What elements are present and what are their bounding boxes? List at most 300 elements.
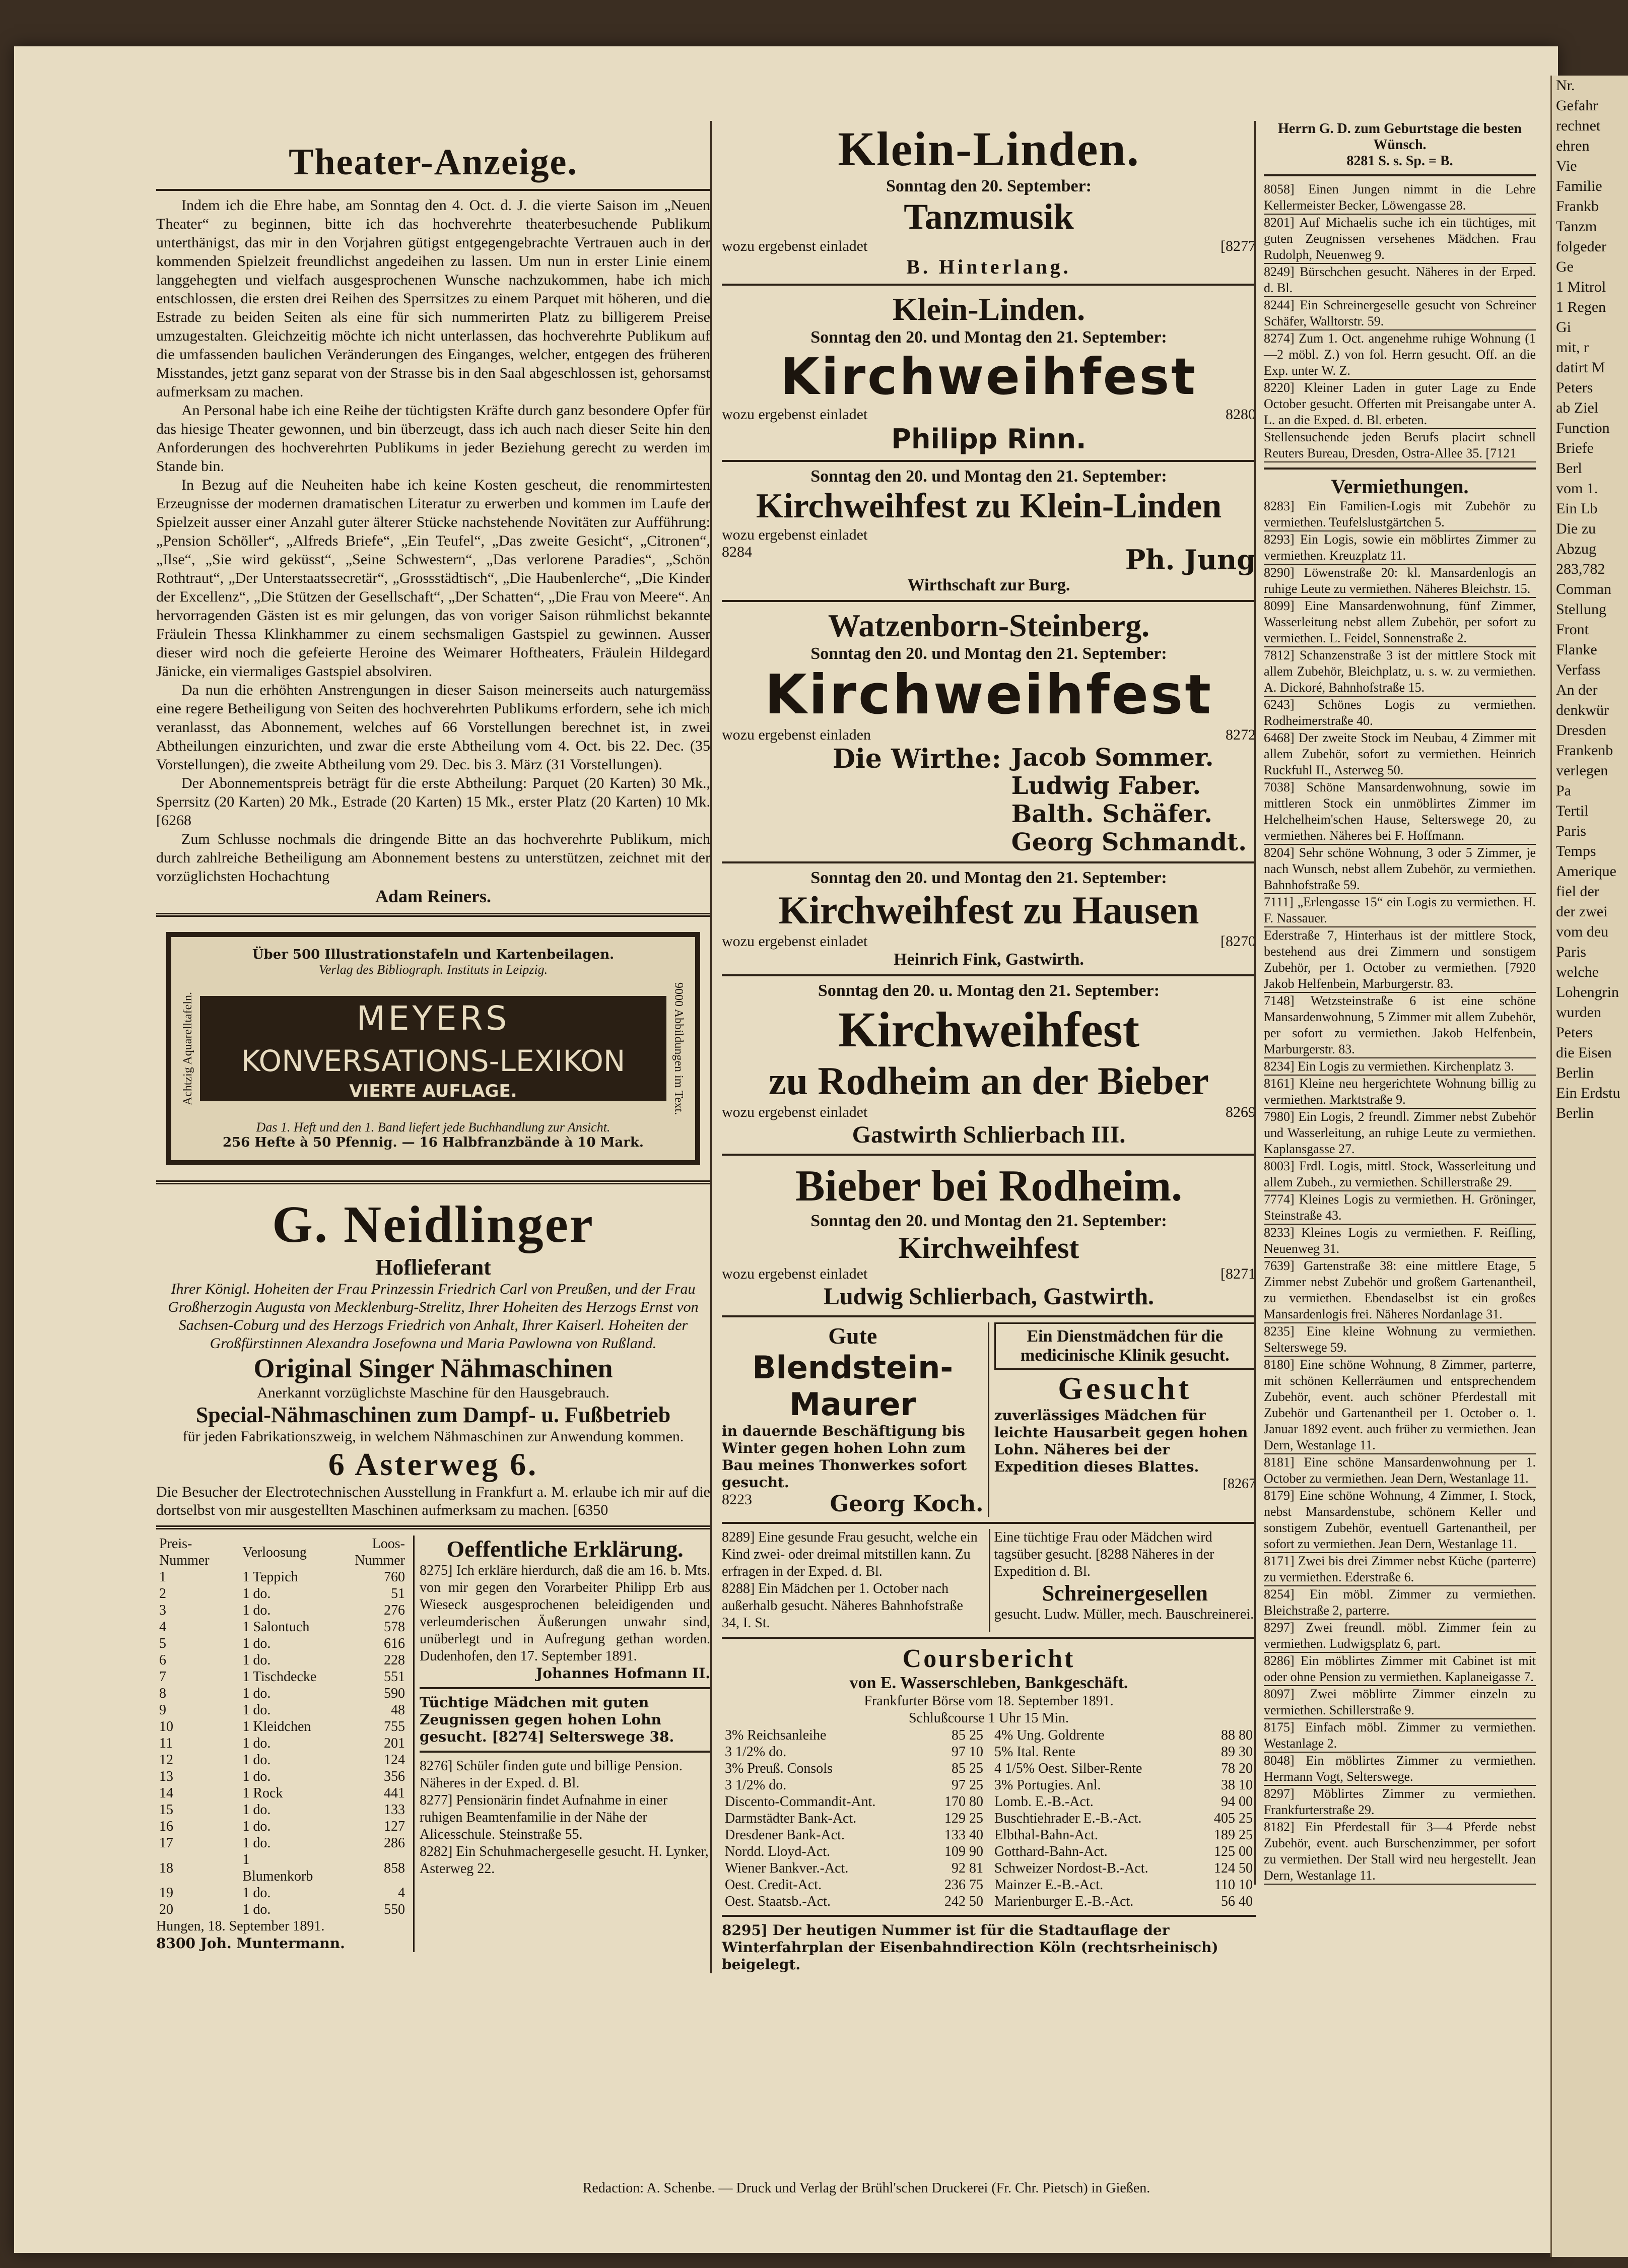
theater-paragraph: An Personal habe ich eine Reihe der tüchtigsten Kräfte durch ganz besondere Opfer für das hiesige Theater gewonnen, und bin überzeugt, dass ich auch nach dieser Seite hin den Anforderungen des hochverehrten Publikums in jeder Beziehung gerecht zu werden im Stande bin. [156,402,710,475]
kurs-value: 85 25 [952,1727,983,1743]
hau-sign: Heinrich Fink, Gastwirth. [894,950,1084,969]
kurs-name: 3 1/2% do. [725,1744,787,1760]
lots-row [156,1802,408,1818]
lots-cell: 51 [391,1586,405,1602]
kurs-row [991,1777,1256,1793]
lots-cell: 8 [159,1686,166,1702]
next-page-fragment: Front [1556,621,1589,638]
ws-name: Ludwig Faber. [1011,772,1201,800]
lots-cell: 1 do. [242,1586,271,1602]
neidlinger-address: 6 Asterweg 6. [328,1446,538,1483]
classified-ad: 8058] Einen Jungen nimmt in die Lehre Kellermeister Becker, Löwengasse 28. [1264,181,1536,215]
small-ad: 8282] Ein Schuhmachergeselle gesucht. H. Lynker, Asterweg 22. [420,1844,709,1877]
kurs-row [722,1843,986,1860]
classified-ad: 8204] Sehr schöne Wohnung, 3 oder 5 Zimmer, je nach Wunsch, nebst allem Zubehör, zu vermiethen. Bahnhofstraße 59. [1264,845,1536,894]
lots-cell: 1 do. [242,1603,271,1619]
classified-ad: 6468] Der zweite Stock im Neubau, 4 Zimmer mit allem Zubehör, sofort zu vermiethen. Heinrich Ruckfuhl II., Asterweg 50. [1264,730,1536,779]
kurs-value: 109 90 [944,1844,983,1859]
next-page-fragment: Flanke [1556,641,1597,658]
kl1-title: Klein-Linden. [838,122,1140,176]
lottery-table [156,1536,408,1918]
lots-cell: 616 [384,1636,405,1652]
classified-ad: Ederstraße 7, Hinterhaus ist der mittlere Stock, bestehend aus drei Zimmern und sonstigem Zubehör, per 1. October zu vermiethen. [7920 Jakob Helfenbein, Marburgerstr. 83. [1264,927,1536,993]
column-middle [710,121,1256,1973]
next-page-fragment: Tertil [1556,803,1589,819]
kurs-name: Lomb. E.-B.-Act. [994,1794,1094,1810]
next-page-fragment: Vie [1556,158,1577,174]
lots-cell: 12 [159,1752,173,1768]
kl3-num: 8284 [722,544,752,560]
kurs-row [991,1893,1256,1910]
ads-group-a [1264,181,1536,462]
schrein-text: gesucht. Ludw. Müller, mech. Bauschreinerei. [994,1607,1254,1622]
maurer-num: 8223 [722,1491,752,1508]
lots-cell: 2 [159,1586,166,1602]
next-page-fragment: Die zu [1556,520,1596,537]
lots-row [156,1885,408,1901]
kurs-value: 78 20 [1221,1761,1253,1776]
lots-cell: 760 [384,1569,405,1585]
lots-cell: 4 [398,1885,405,1901]
ws-invite: wozu ergebenst einladen [722,726,871,743]
oeff-title: Oeffentliche Erklärung. [446,1536,684,1562]
ws-date: Sonntag den 20. und Montag den 21. September: [810,644,1167,663]
hau-invite: wozu ergebenst einladet [722,933,868,950]
kurs-tables [722,1727,1256,1910]
divider [156,1525,710,1529]
classified-ad: 6243] Schönes Logis zu vermiethen. Rodheimerstraße 40. [1264,697,1536,730]
lots-cell: 1 Salontuch [242,1619,310,1635]
next-page-fragment: ab Ziel [1556,399,1599,416]
bie-invite: wozu ergebenst einladet [722,1265,868,1282]
divider [722,1522,1256,1524]
next-page-fragment: denkwür [1556,702,1609,718]
bie-sign: Ludwig Schlierbach, Gastwirth. [823,1283,1155,1310]
lots-cell: 11 [159,1736,173,1752]
kurs-name: 4 1/5% Oest. Silber-Rente [994,1761,1142,1776]
kurs-name: Nordd. Lloyd-Act. [725,1844,831,1859]
next-page-edge [1550,76,1628,2257]
kl3-sub: Wirthschaft zur Burg. [907,576,1070,594]
small-ad: 8277] Pensionärin findet Aufnahme in einer ruhigen Beamtenfamilie in der Nähe der Alicesschule. Steinstraße 55. [420,1792,668,1843]
classified-ad: 7639] Gartenstraße 38: eine mittlere Etage, 5 Zimmer nebst Zubehör und großem Gartenantheil, zu vermiethen. Ebendaselbst ist ein großes Mansardenlogis frei. Näheres Nordanlage 31. [1264,1258,1536,1323]
hau-event: Kirchweihfest zu Hausen [778,888,1199,932]
lots-cell: 1 do. [242,1769,271,1785]
meyers-side-left: Achtzig Aquarelltafeln. [181,991,194,1106]
kurs-row [722,1744,986,1760]
classified-ad: 8235] Eine kleine Wohnung zu vermiethen. Selterswege 59. [1264,1323,1536,1357]
maurer-h1: Gute [828,1323,877,1349]
next-page-fragment: Comman [1556,581,1611,597]
lots-cell: 550 [384,1902,405,1918]
classified-ad: Stellensuchende jeden Berufs placirt schnell Reuters Bureau, Dresden, Ostra-Allee 35. [7121 [1264,429,1536,462]
lots-cell: 1 do. [242,1636,271,1652]
lots-cell: 18 [159,1860,173,1876]
classified-ad: 7774] Kleines Logis zu vermiethen. H. Gröninger, Steinstraße 43. [1264,1191,1536,1225]
dienst-ad: Ein Dienstmädchen für die medicinische Klinik gesucht. [994,1322,1256,1370]
next-page-fragment: Peters [1556,379,1593,396]
lots-cell: 6 [159,1652,166,1669]
lottery-list [156,1536,408,1952]
kurs-row [722,1727,986,1744]
kurs-note: 8295] Der heutigen Nummer ist für die Stadtauflage der Winterfahrplan der Eisenbahndirection Köln (rechtsrheinisch) beigelegt. [722,1922,1218,1973]
kl2-title: Klein-Linden. [892,291,1086,327]
next-page-fragment: Frankb [1556,198,1599,215]
kurs-table-right [991,1727,1256,1910]
next-page-fragment: wurden [1556,1004,1601,1021]
ws-name: Jacob Sommer. [1011,744,1214,772]
kurs-time: Schlußcourse 1 Uhr 15 Min. [908,1710,1069,1726]
next-page-fragment: Ein Erdstu [1556,1085,1620,1101]
lots-cell: 578 [384,1619,405,1635]
next-page-fragment: Amerique [1556,863,1616,880]
next-page-fragment: Frankenb [1556,742,1613,759]
kurs-value: 94 00 [1221,1794,1253,1810]
classified-ad: 8244] Ein Schreinergeselle gesucht von Schreiner Schäfer, Walltorstr. 59. [1264,297,1536,330]
neidlinger-note: Die Besucher der Electrotechnischen Ausstellung in Frankfurt a. M. erlaube ich mir auf die dortselbst von mir ausgestellten Maschinen aufmerksam zu machen. [6350 [156,1484,710,1519]
kurs-title: Coursbericht [902,1644,1075,1673]
lots-row [156,1569,408,1585]
divider [156,189,710,191]
next-page-fragment: Stellung [1556,601,1607,618]
next-page-fragment: Paris [1556,823,1586,839]
kurs-name: 5% Ital. Rente [994,1744,1075,1760]
divider [722,460,1256,462]
lots-cell: 3 [159,1603,166,1619]
classified-ad: 8297] Zwei freundl. möbl. Zimmer fein zu vermiethen. Ludwigsplatz 6, part. [1264,1620,1536,1653]
lots-cell: 17 [159,1835,173,1851]
divider [420,1751,710,1753]
neidlinger-subtitle: Hoflieferant [375,1255,491,1280]
rod-num: 8269 [1226,1104,1256,1120]
kurs-name: 3% Portugies. Anl. [994,1777,1101,1793]
lots-row [156,1652,408,1669]
kurs-name: 3% Preuß. Consols [725,1761,833,1776]
next-page-fragment: Temps [1556,843,1596,859]
gesucht-heading: Gesucht [1058,1370,1192,1406]
lots-cell: 5 [159,1636,166,1652]
bie-num: [8271 [1220,1265,1256,1282]
divider [420,1687,710,1689]
kurs-name: 4% Ung. Goldrente [994,1727,1105,1743]
classified-ad: 8180] Eine schöne Wohnung, 8 Zimmer, parterre, mit schönen Kellerräumen und entsprechendem Zubehör, event. auch schöner Pferdestall mit Zubehör und Gartenantheil per 1. October o. 1. Januar 1892 event. auch früher zu vermiethen. Jean Dern, Westanlage 11. [1264,1357,1536,1454]
imprint-footer: Redaction: A. Schenbe. — Druck und Verlag der Brühl'schen Druckerei (Fr. Chr. Pietsch) in Gießen. [582,2180,1150,2196]
kurs-value: 92 81 [952,1860,983,1876]
divider [722,1915,1256,1917]
neidlinger-special: Special-Nähmaschinen zum Dampf- u. Fußbetrieb [195,1403,671,1428]
lots-row [156,1718,408,1735]
bie-event: Kirchweihfest [898,1231,1079,1264]
kurs-row [722,1860,986,1877]
next-page-fragment: 283,782 [1556,561,1605,577]
divider [1264,468,1536,470]
classified-ad: 8175] Einfach möbl. Zimmer zu vermiethen. Westanlage 2. [1264,1719,1536,1753]
next-page-fragment: Function [1556,420,1610,436]
theater-title: Theater-Anzeige. [289,142,578,183]
kurs-row [991,1760,1256,1777]
kurs-value: 110 10 [1214,1877,1253,1893]
divider [1264,174,1536,176]
divider [722,1315,1256,1317]
kurs-name: 3% Reichsanleihe [725,1727,827,1743]
neidlinger-title: G. Neidlinger [272,1195,594,1254]
rod-event: Kirchweihfest [838,1002,1140,1057]
lots-cell: 356 [384,1769,405,1785]
kurs-row [991,1810,1256,1827]
meyers-note: Das 1. Heft und den 1. Band liefert jede Buchhandlung zur Ansicht. [256,1120,610,1135]
kurs-value: 88 80 [1221,1727,1253,1743]
next-page-fragment: Briefe [1556,440,1594,456]
next-page-fragment: Lohengrin [1556,984,1619,1000]
classified-ad: 7980] Ein Logis, 2 freundl. Zimmer nebst Zubehör und Wasserleitung, an ruhige Leute zu vermiethen. Kaplansgasse 27. [1264,1109,1536,1158]
kurs-value: 97 25 [952,1777,983,1793]
lots-row [156,1635,408,1652]
kl1-num: [8277 [1220,238,1256,254]
classified-ad: 8293] Ein Logis, sowie ein möblirtes Zimmer zu vermiethen. Kreuzplatz 11. [1264,531,1536,565]
classified-ad: 8234] Ein Logis zu vermiethen. Kirchenplatz 3. [1264,1058,1536,1076]
maurer-sign: Georg Koch. [830,1491,984,1517]
bie-date: Sonntag den 20. und Montag den 21. September: [810,1212,1167,1230]
lots-cell: 858 [384,1860,405,1876]
kl3-event: Kirchweihfest zu Klein-Linden [756,487,1222,525]
classified-ad: 8274] Zum 1. Oct. angenehme ruhige Wohnung (1—2 möbl. Z.) von fol. Herrn gesucht. Off. an die Exp. unter W. Z. [1264,330,1536,380]
kurs-row [991,1744,1256,1760]
lots-row [156,1669,408,1685]
lots-cell: 1 do. [242,1802,271,1818]
lots-cell: 1 do. [242,1752,271,1768]
divider [722,1637,1256,1639]
meyers-edition: VIERTE AUFLAGE. [200,1081,666,1101]
lots-cell: 1 do. [242,1819,271,1835]
lots-row [156,1602,408,1619]
kurs-name: Elbthal-Bahn-Act. [994,1827,1099,1843]
lots-cell: 1 Teppich [242,1569,298,1585]
kurs-row [722,1777,986,1793]
kurs-name: 3 1/2% do. [725,1777,787,1793]
divider [722,861,1256,863]
lots-row [156,1752,408,1768]
lots-cell: 1 do. [242,1652,271,1669]
schrein-heading: Schreinergesellen [1042,1581,1208,1606]
kurs-value: 129 25 [944,1811,983,1826]
classified-ad: 8283] Ein Familien-Logis mit Zubehör zu vermiethen. Teufelslustgärtchen 5. [1264,498,1536,531]
ws-label: Die Wirthe: [833,744,1001,774]
next-page-fragment: vom deu [1556,923,1609,940]
classified-ad: 8171] Zwei bis drei Zimmer nebst Küche (parterre) zu vermiethen. Ederstraße 6. [1264,1553,1536,1586]
next-page-fragment: Verfass [1556,661,1601,678]
small-ad: Eine tüchtige Frau oder Mädchen wird tagsüber gesucht. [8288 Näheres in der Expedition d. Bl. [994,1529,1214,1579]
next-page-fragment: Berlin [1556,1105,1594,1121]
lots-row [156,1735,408,1752]
ws-num: 8272 [1226,726,1256,743]
vermiethungen-heading: Vermiethungen. [1331,475,1469,498]
next-page-fragment: Peters [1556,1024,1593,1041]
lots-row [156,1702,408,1718]
lots-cell: 10 [159,1719,173,1735]
next-page-fragment: Berl [1556,460,1582,477]
kurs-value: 405 25 [1214,1811,1253,1826]
classified-ad: 8003] Frdl. Logis, mittl. Stock, Wasserleitung und allem Zubeh., zu vermiethen. Schillerstraße 29. [1264,1158,1536,1191]
lots-row [156,1768,408,1785]
lots-cell: 48 [391,1702,405,1718]
lots-cell: 1 [159,1569,166,1585]
next-page-fragment: die Eisen [1556,1044,1612,1061]
lots-cell: 13 [159,1769,173,1785]
lots-cell: 1 do. [242,1702,271,1718]
kurs-name: Darmstädter Bank-Act. [725,1811,857,1826]
divider [722,974,1256,976]
gesucht-text: zuverlässiges Mädchen für leichte Hausarbeit gegen hohen Lohn. Näheres bei der Expedition dieses Blattes. [994,1407,1248,1475]
kurs-name: Wiener Bankver.-Act. [725,1860,849,1876]
lots-cell: 1 Tischdecke [242,1669,317,1685]
lots-cell: 20 [159,1902,173,1918]
meyers-lexikon-ad [166,932,700,1165]
lots-row [156,1585,408,1602]
lots-cell: 127 [384,1819,405,1835]
job-ads [722,1322,1256,1517]
classified-ad: 8286] Ein möblirtes Zimmer mit Cabinet ist mit oder ohne Pension zu vermiethen. Kaplaneigasse 7. [1264,1653,1536,1686]
classified-ad: 8097] Zwei möblirte Zimmer einzeln zu vermiethen. Schillerstraße 9. [1264,1686,1536,1719]
meyers-name: MEYERS [200,996,666,1041]
classified-ad: 7111] „Erlengasse 15“ ein Logis zu vermiethen. H. F. Nassauer. [1264,894,1536,927]
hau-num: [8270 [1220,933,1256,950]
birthday-note: Herrn G. D. zum Geburtstage die besten Wünsch. [1278,121,1522,153]
small-ads-middle [722,1529,1256,1632]
kurs-value: 56 40 [1221,1894,1253,1909]
kurs-name: Discento-Commandit-Ant. [725,1794,876,1810]
next-page-fragment: folgeder [1556,238,1606,255]
kl2-event: Kirchweihfest [780,347,1197,406]
ads-group-b [1264,498,1536,1885]
bie-title: Bieber bei Rodheim. [795,1162,1183,1211]
next-page-fragment: Ge [1556,258,1574,275]
kurs-name: Oest. Staatsb.-Act. [725,1894,831,1909]
classified-ad: 8254] Ein möbl. Zimmer zu vermiethen. Bleichstraße 2, parterre. [1264,1586,1536,1620]
next-page-fragment: fiel der [1556,883,1599,900]
classified-ad: 7038] Schöne Mansardenwohnung, sowie im mittleren Stock ein unmöblirtes Zimmer im Helchelheim'schen Hause, Selterswege 20, zu vermiethen. Näheres bei F. Hoffmann. [1264,779,1536,845]
kurs-row [722,1760,986,1777]
kurs-name: Gotthard-Bahn-Act. [994,1844,1108,1859]
next-page-fragment: Paris [1556,944,1586,960]
next-page-fragment: Dresden [1556,722,1606,739]
next-page-fragment: datirt M [1556,359,1605,376]
gesucht-num: [8267 [1223,1476,1256,1492]
lots-cell: 124 [384,1752,405,1768]
divider [722,1154,1256,1156]
kurs-value: 97 10 [952,1744,983,1760]
next-page-fragment: Abzug [1556,541,1596,557]
theater-signature: Adam Reiners. [375,886,491,906]
lots-cell: 4 [159,1619,166,1635]
meyers-publisher: Verlag des Bibliograph. Instituts in Leipzig. [318,962,548,977]
kurs-value: 85 25 [952,1761,983,1776]
theater-paragraph: Der Abonnementspreis beträgt für die erste Abtheilung: Parquet (20 Karten) 30 Mk., Sperrsitz (20 Karten) 20 Mk., Estrade (20 Karten) 15 Mk., erster Platz (20 Karten) 10 Mk. [6268 [156,775,710,829]
divider [156,913,710,917]
lots-header: Loos-Nummer [355,1536,405,1569]
birthday-sign: 8281 S. s. Sp. = B. [1346,153,1453,169]
kurs-value: 133 40 [944,1827,983,1843]
next-page-fragment: welche [1556,964,1599,980]
lots-header: Preis-Nummer [159,1536,210,1569]
kl2-sign: Philipp Rinn. [891,423,1087,455]
kurs-row [991,1843,1256,1860]
next-page-fragment: 1 Mitrol [1556,279,1606,295]
theater-paragraph: Indem ich die Ehre habe, am Sonntag den 4. Oct. d. J. die vierte Saison im „Neuen Theater“ zu beginnen, bitte ich das hochverehrte theaterbesuchende Publikum unterthänigst, das mir in den Vorjahren gütigst entgegengebrachte Vertrauen auch in der kommenden Spielzeit freundlichst angedeihen zu lassen. Um nun in erster Linie einem langgehegten und vielfach ausgesprochenen Wunsche nachzukommen, habe ich mich entschlossen, die ersten drei Reihen des Sperrsitzes zu einem Parquet mit höheren, und die Estrade zu beiden Seiten als eine für sich nummerirten Platz zu billigerem Preise umzugestalten. Gleichzeitig möchte ich nicht unterlassen, das hochverehrte Publikum auf die umfassenden baulichen Veränderungen des Einganges, welcher, entgegen des früheren Misstandes, jetzt ganz separat von der Strasse bis in den Saal abgeschlossen ist, gehorsamst aufmerksam zu machen. [156,197,710,400]
lots-sign: 8300 Joh. Muntermann. [156,1935,345,1952]
next-page-fragment: 1 Regen [1556,299,1606,315]
lots-date: Hungen, 18. September 1891. [156,1918,325,1935]
lots-row [156,1818,408,1835]
lots-cell: 1 do. [242,1885,271,1901]
lots-cell: 201 [384,1736,405,1752]
kurs-row [991,1860,1256,1877]
divider [156,1180,710,1184]
classified-ad: 8181] Eine schöne Mansardenwohnung per 1. October zu vermiethen. Jean Dern, Westanlage 11. [1264,1454,1536,1488]
lots-cell: 755 [384,1719,405,1735]
lots-cell: 1 Kleidchen [242,1719,311,1735]
next-page-fragment: mit, r [1556,339,1589,356]
kurs-value: 170 80 [944,1794,983,1810]
oeff-text: 8275] Ich erkläre hierdurch, daß die am 16. b. Mts. von mir gegen den Vorarbeiter Philipp Erb aus Wieseck ausgesprochenen beleidigenden und verleumderischen Äußerungen unwahr sind, unüberlegt und in Aufregung gethan worden. Dudenhofen, den 17. September 1891. [420,1563,710,1664]
lots-cell: 1 Blumenkorb [242,1852,313,1885]
kurs-row [722,1810,986,1827]
rod-place: zu Rodheim an der Bieber [769,1059,1209,1103]
divider [722,284,1256,286]
next-page-fragment: Gefahr [1556,97,1598,114]
rod-date: Sonntag den 20. u. Montag den 21. September: [818,981,1160,1000]
kurs-value: 89 30 [1221,1744,1253,1760]
kl3-sign: Ph. Jung [1125,544,1256,576]
kl3-invite: wozu ergebenst einladet [722,526,868,543]
next-page-fragment: An der [1556,682,1598,698]
neidlinger-singer-text: Anerkannt vorzüglichste Maschine für den Hausgebrauch. [257,1384,609,1402]
classified-ad: 8249] Bürschchen gesucht. Näheres in der Erped. d. Bl. [1264,264,1536,297]
kl3-date: Sonntag den 20. und Montag den 21. September: [810,467,1167,486]
kurs-name: Buschtiehrader E.-B.-Act. [994,1811,1142,1826]
theater-paragraph: Zum Schlusse nochmals die dringende Bitte an das hochverehrte Publikum, mich durch zahlreiche Betheiligung am Abonnement bestens zu unterstützen, zeichnet mit der vorzüglichsten Hochachtung [156,831,710,885]
kurs-row [722,1877,986,1893]
lots-header: Verloosung [242,1544,307,1560]
erklaerung-column [413,1536,710,1952]
kl1-sign: B. Hinterlang. [906,255,1071,278]
kurs-date: Frankfurter Börse vom 18. September 1891. [864,1693,1114,1709]
ws-title: Watzenborn-Steinberg. [828,608,1150,643]
lots-row [156,1685,408,1702]
lots-cell: 133 [384,1802,405,1818]
lots-cell: 1 do. [242,1902,271,1918]
lots-row [156,1901,408,1918]
rod-invite: wozu ergebenst einladet [722,1104,868,1120]
classified-ad: 8233] Kleines Logis zu vermiethen. F. Reifling, Neuenweg 31. [1264,1225,1536,1258]
next-page-fragment: der zwei [1556,903,1608,920]
lots-cell: 551 [384,1669,405,1685]
next-page-fragment: Berlin [1556,1064,1594,1081]
lots-cell: 1 do. [242,1835,271,1851]
lots-cell: 286 [384,1835,405,1851]
small-ad: 8288] Ein Mädchen per 1. October nach außerhalb gesucht. Näheres Bahnhofstraße 34, I. St. [722,1581,963,1631]
lots-row [156,1619,408,1635]
lots-cell: 9 [159,1702,166,1718]
kl1-date: Sonntag den 20. September: [886,177,1092,195]
ws-event: Kirchweihfest [765,663,1213,726]
lots-row [156,1851,408,1885]
next-page-fragment: Ein Lb [1556,500,1598,517]
lots-cell: 1 do. [242,1736,271,1752]
next-page-fragment: vom 1. [1556,480,1598,497]
kl2-num: 8280 [1226,406,1256,423]
kurs-row [722,1793,986,1810]
rod-sign: Gastwirth Schlierbach III. [852,1121,1126,1148]
